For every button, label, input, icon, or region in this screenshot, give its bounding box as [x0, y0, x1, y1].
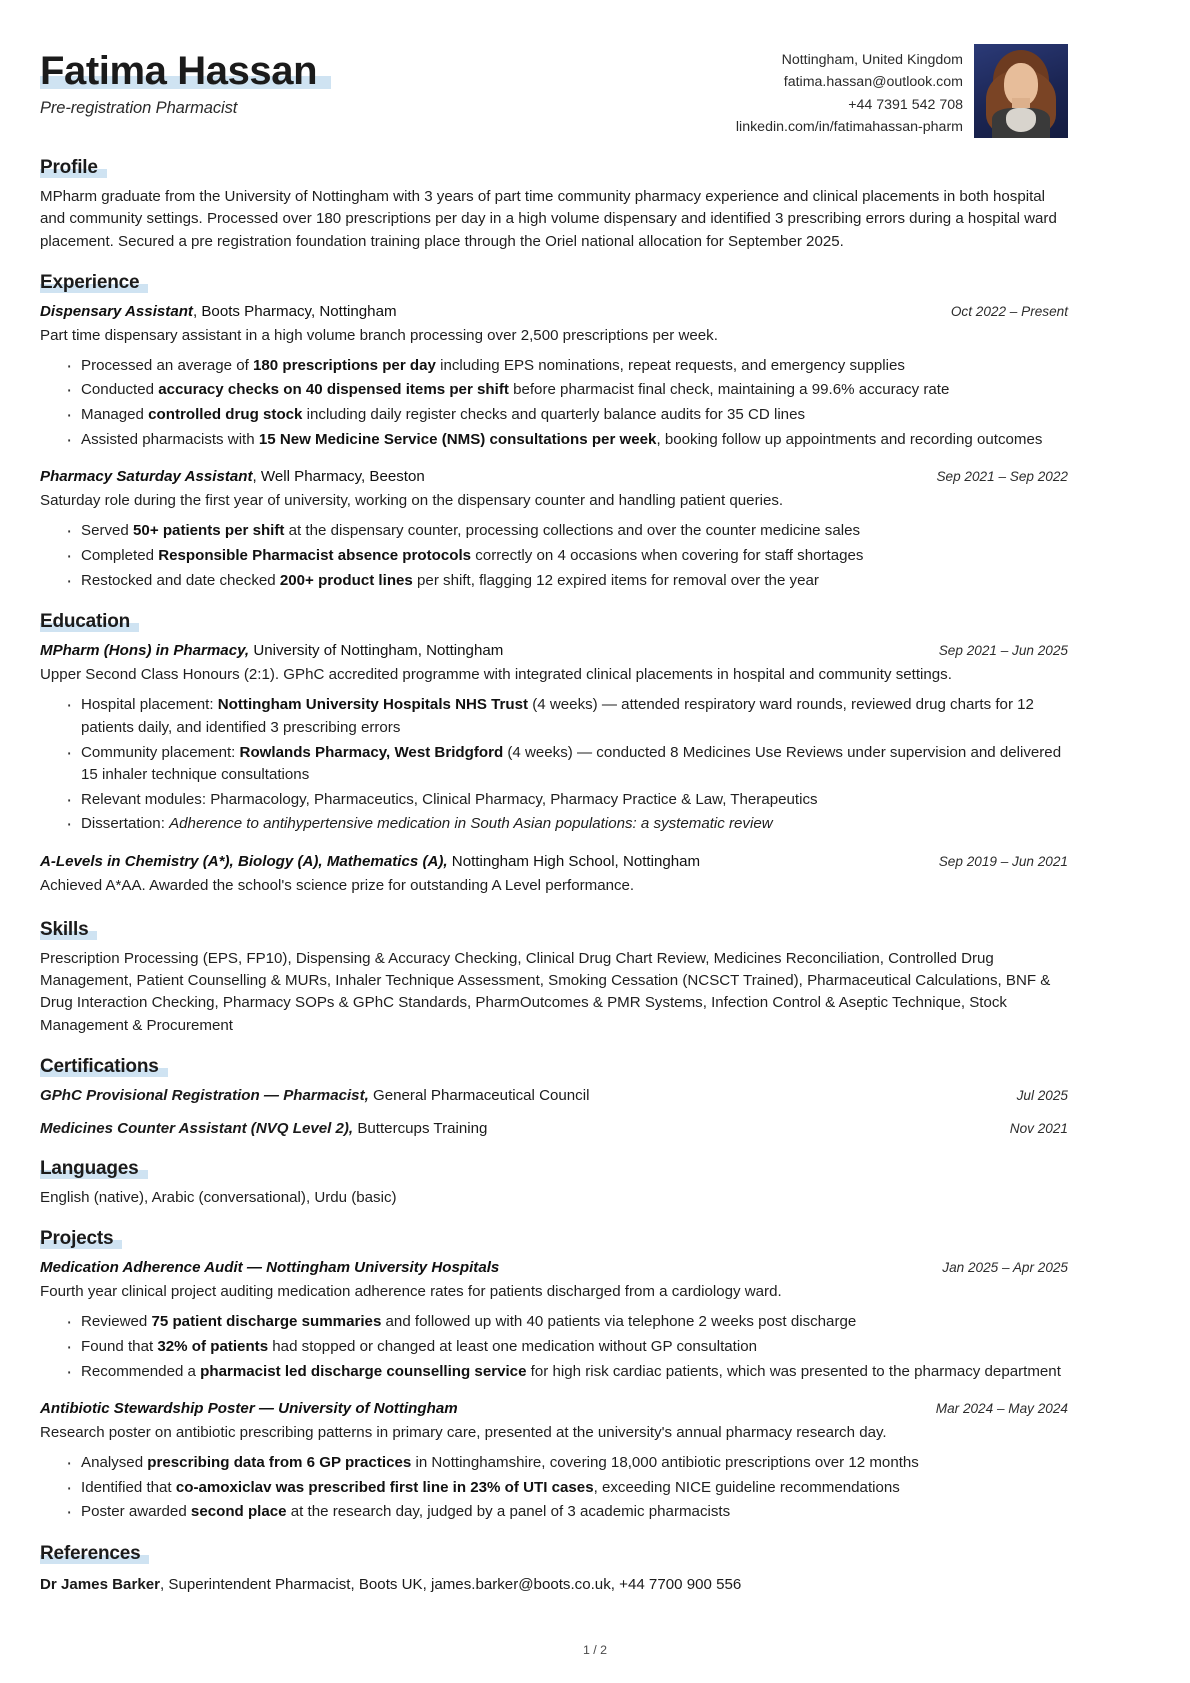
entry-summary: Saturday role during the first year of university, working on the dispensary counter and handling patient queries. — [40, 492, 784, 510]
contact-email[interactable]: fatima.hassan@outlook.com — [783, 74, 963, 91]
bullet-emphasis: 32% of patients — [157, 1337, 269, 1355]
bullet-item: · Assisted pharmacists with 15 New Medicine Service (NMS) consultations per week, booking follow up appointments and recording outcomes — [64, 429, 1068, 452]
skills-text: Prescription Processing (EPS, FP10), Dispensing & Accuracy Checking, Clinical Drug Chart Review, Medicines Reconciliation, Controlled Drug Management, Patient Counselling & MURs, Inhaler Technique Assessment, Smoking Cessation (NCSCT Trained), Pharmaceutical Calculations, BNF & Drug Interaction Checking, Pharmacy SOPs & GPhC Standards, PharmOutcomes & PMR Systems, Infection Control & Aseptic Technique, Stock Management & Procurement — [40, 950, 1051, 1034]
entry-role: Dispensary Assistant — [40, 302, 193, 320]
bullet-item: · Analysed prescribing data from 6 GP practices in Nottinghamshire, covering 18,000 antibiotic prescriptions over 12 months — [64, 1452, 1068, 1475]
bullet-item: · Completed Responsible Pharmacist absence protocols correctly on 4 occasions when covering for staff shortages — [64, 545, 1068, 568]
section-languages — [40, 1158, 1068, 1209]
bullet-item: · Poster awarded second place at the research day, judged by a panel of 3 academic pharmacists — [64, 1501, 1068, 1524]
entry-organisation: University of Nottingham, Nottingham — [249, 642, 504, 660]
section-title-text: Projects — [40, 1228, 114, 1250]
entry — [40, 466, 1068, 592]
certification-title: GPhC Provisional Registration — Pharmacist, — [40, 1086, 369, 1104]
certification-row — [40, 1085, 1068, 1106]
bullet-item: · Recommended a pharmacist led discharge counselling service for high risk cardiac patients, which was presented to the pharmacy department — [64, 1361, 1068, 1384]
entry-title — [40, 1257, 499, 1278]
entry-organisation: , Well Pharmacy, Beeston — [252, 468, 425, 486]
bullet-list — [40, 520, 1068, 592]
certification-date: Jul 2025 — [1016, 1087, 1068, 1103]
entry-organisation: , Boots Pharmacy, Nottingham — [192, 302, 397, 320]
reference-name: Dr James Barker — [40, 1576, 160, 1594]
certification-name — [40, 1118, 487, 1139]
entry-title — [40, 640, 503, 661]
bullet-item: · Restocked and date checked 200+ product lines per shift, flagging 12 expired items for removal over the year — [64, 570, 1068, 593]
header-identity — [40, 44, 317, 118]
entry-date: Oct 2022 – Present — [950, 303, 1068, 319]
entry-organisation: Nottingham High School, Nottingham — [447, 853, 701, 871]
bullet-item: · Found that 32% of patients had stopped or changed at least one medication without GP consultation — [64, 1336, 1068, 1359]
entry-summary: Achieved A*AA. Awarded the school's science prize for outstanding A Level performance. — [40, 877, 635, 895]
bullet-emphasis: 200+ product lines — [279, 571, 413, 589]
reference-entry — [40, 1574, 1068, 1596]
candidate-name — [40, 50, 317, 92]
section-title-text: References — [40, 1543, 141, 1565]
entry — [40, 301, 1068, 452]
section-title-text: Skills — [40, 919, 89, 941]
section-title-certifications — [40, 1056, 159, 1078]
profile-text: MPharm graduate from the University of Nottingham with 3 years of part time community pharmacy experience and clinical placements in both hospital and community settings. Processed over 180 prescriptions per day in a high volume dispensary and identified 3 prescribing errors during a hospital ward placement. Secured a pre registration foundation training place through the Oriel national allocation for September 2025. — [40, 188, 1057, 250]
bullet-item: · Dissertation: Adherence to antihypertensive medication in South Asian populations: a systematic review — [64, 813, 1068, 836]
entry-role: A-Levels in Chemistry (A*), Biology (A), Mathematics (A), — [40, 853, 448, 871]
section-title-projects — [40, 1228, 113, 1250]
bullet-emphasis: 15 New Medicine Service (NMS) consultations per week — [258, 430, 657, 448]
entry — [40, 1398, 1068, 1524]
entry-summary: Research poster on antibiotic prescribing patterns in primary care, presented at the university's annual pharmacy research day. — [40, 1424, 887, 1442]
bullet-list — [40, 1452, 1068, 1524]
certification-name — [40, 1085, 589, 1106]
bullet-emphasis: 75 patient discharge summaries — [151, 1313, 382, 1331]
entry-header — [40, 1398, 1068, 1419]
bullet-emphasis: pharmacist led discharge counselling service — [200, 1362, 527, 1380]
bullet-emphasis: accuracy checks on 40 dispensed items per shift — [158, 381, 509, 399]
project-entry-list — [40, 1257, 1068, 1524]
contact-details — [736, 44, 963, 138]
section-title-text: Profile — [40, 157, 98, 179]
bullet-list — [40, 1311, 1068, 1383]
bullet-item: · Hospital placement: Nottingham University Hospitals NHS Trust (4 weeks) — attended respiratory ward rounds, reviewed drug charts for 12 patients daily, and identified 3 prescribing errors — [64, 694, 1068, 739]
section-education — [40, 611, 1068, 897]
entry-date: Mar 2024 – May 2024 — [935, 1401, 1068, 1417]
section-references — [40, 1543, 1068, 1596]
bullet-emphasis: Nottingham University Hospitals NHS Trust — [217, 696, 529, 714]
entry-title — [40, 851, 700, 872]
bullet-emphasis: Rowlands Pharmacy, West Bridgford — [239, 743, 504, 761]
contact-phone[interactable]: +44 7391 542 708 — [848, 96, 963, 113]
bullet-list — [40, 694, 1068, 836]
entry-summary: Part time dispensary assistant in a high volume branch processing over 2,500 prescriptions per week. — [40, 326, 718, 344]
entry-summary: Upper Second Class Honours (2:1). GPhC accredited programme with integrated clinical placements in hospital and community settings. — [40, 666, 952, 684]
section-title-text: Education — [40, 611, 131, 633]
certification-date: Nov 2021 — [1009, 1120, 1068, 1136]
section-title-text: Experience — [40, 271, 140, 293]
bullet-italic: Adherence to antihypertensive medication in South Asian populations: a systematic review — [169, 815, 773, 833]
entry-role: Pharmacy Saturday Assistant — [40, 468, 253, 486]
entry-header — [40, 301, 1068, 322]
bullet-emphasis: prescribing data from 6 GP practices — [147, 1454, 412, 1472]
section-experience — [40, 272, 1068, 592]
bullet-item: · Identified that co-amoxiclav was prescribed first line in 23% of UTI cases, exceeding NICE guideline recommendations — [64, 1477, 1068, 1500]
bullet-emphasis: controlled drug stock — [148, 406, 303, 424]
entry-header — [40, 640, 1068, 661]
section-title-skills — [40, 919, 88, 941]
section-title-text: Languages — [40, 1158, 139, 1180]
bullet-item: · Served 50+ patients per shift at the dispensary counter, processing collections and over the counter medicine sales — [64, 520, 1068, 543]
page-footer — [0, 1643, 1190, 1657]
candidate-subtitle: Pre-registration Pharmacist — [40, 99, 238, 118]
entry-role: MPharm (Hons) in Pharmacy, — [40, 642, 250, 660]
entry-title — [40, 466, 425, 487]
section-title-education — [40, 611, 130, 633]
contact-linkedin[interactable]: linkedin.com/in/fatimahassan-pharm — [735, 118, 963, 135]
bullet-emphasis: 180 prescriptions per day — [253, 356, 436, 374]
bullet-emphasis: second place — [190, 1503, 287, 1521]
bullet-list — [40, 355, 1068, 452]
entry — [40, 640, 1068, 836]
entry-header — [40, 1257, 1068, 1278]
entry-title — [40, 301, 397, 322]
bullet-emphasis: co-amoxiclav was prescribed first line in 23% of UTI cases — [175, 1478, 594, 1496]
section-title-profile — [40, 157, 98, 179]
section-skills — [40, 919, 1068, 1037]
languages-text: English (native), Arabic (conversational), Urdu (basic) — [40, 1189, 397, 1207]
entry-header — [40, 466, 1068, 487]
reference-detail: , Superintendent Pharmacist, Boots UK, james.barker@boots.co.uk, +44 7700 900 556 — [160, 1576, 742, 1594]
entry-date: Jan 2025 – Apr 2025 — [942, 1260, 1068, 1276]
section-title-text: Certifications — [40, 1055, 159, 1077]
entry-role: Medication Adherence Audit — Nottingham University Hospitals — [40, 1259, 500, 1277]
certification-issuer: Buttercups Training — [353, 1119, 488, 1137]
contact-location: Nottingham, United Kingdom — [781, 52, 963, 68]
section-certifications — [40, 1056, 1068, 1139]
bullet-item: · Community placement: Rowlands Pharmacy, West Bridgford (4 weeks) — conducted 8 Medicines Use Reviews under supervision and delivered 15 inhaler technique consultations — [64, 742, 1068, 787]
entry-header — [40, 851, 1068, 872]
avatar — [974, 44, 1068, 138]
certification-list — [40, 1085, 1068, 1139]
entry-date: Sep 2021 – Sep 2022 — [936, 469, 1068, 485]
resume-header — [40, 40, 1068, 138]
page-number: 1 / 2 — [582, 1643, 608, 1657]
entry — [40, 1257, 1068, 1383]
section-profile — [40, 157, 1068, 253]
section-title-languages — [40, 1158, 139, 1180]
entry-role: Antibiotic Stewardship Poster — University of Nottingham — [40, 1400, 458, 1418]
education-entry-list — [40, 640, 1068, 897]
entry-date: Sep 2019 – Jun 2021 — [938, 854, 1068, 870]
entry-date: Sep 2021 – Jun 2025 — [938, 643, 1068, 659]
bullet-emphasis: Responsible Pharmacist absence protocols — [158, 546, 472, 564]
bullet-item: · Processed an average of 180 prescriptions per day including EPS nominations, repeat requests, and emergency supplies — [64, 355, 1068, 378]
bullet-item: · Relevant modules: Pharmacology, Pharmaceutics, Clinical Pharmacy, Pharmacy Practice & Law, Therapeutics — [64, 789, 1068, 812]
bullet-item: · Conducted accuracy checks on 40 dispensed items per shift before pharmacist final check, maintaining a 99.6% accuracy rate — [64, 379, 1068, 402]
bullet-item: · Managed controlled drug stock including daily register checks and quarterly balance audits for 35 CD lines — [64, 404, 1068, 427]
entry-title — [40, 1398, 458, 1419]
candidate-name-text: Fatima Hassan — [40, 49, 318, 93]
experience-entry-list — [40, 301, 1068, 592]
certification-row — [40, 1118, 1068, 1139]
bullet-emphasis: 50+ patients per shift — [133, 522, 285, 540]
section-projects — [40, 1228, 1068, 1524]
certification-issuer: General Pharmaceutical Council — [368, 1086, 590, 1104]
avatar-collar — [1006, 108, 1036, 132]
bullet-item: · Reviewed 75 patient discharge summaries and followed up with 40 patients via telephone 2 weeks post discharge — [64, 1311, 1068, 1334]
certification-title: Medicines Counter Assistant (NVQ Level 2), — [40, 1119, 354, 1137]
section-title-experience — [40, 272, 139, 294]
header-contact-block — [736, 44, 1068, 138]
section-title-references — [40, 1543, 140, 1565]
entry — [40, 851, 1068, 897]
entry-summary: Fourth year clinical project auditing medication adherence rates for patients discharged from a cardiology ward. — [40, 1283, 782, 1301]
